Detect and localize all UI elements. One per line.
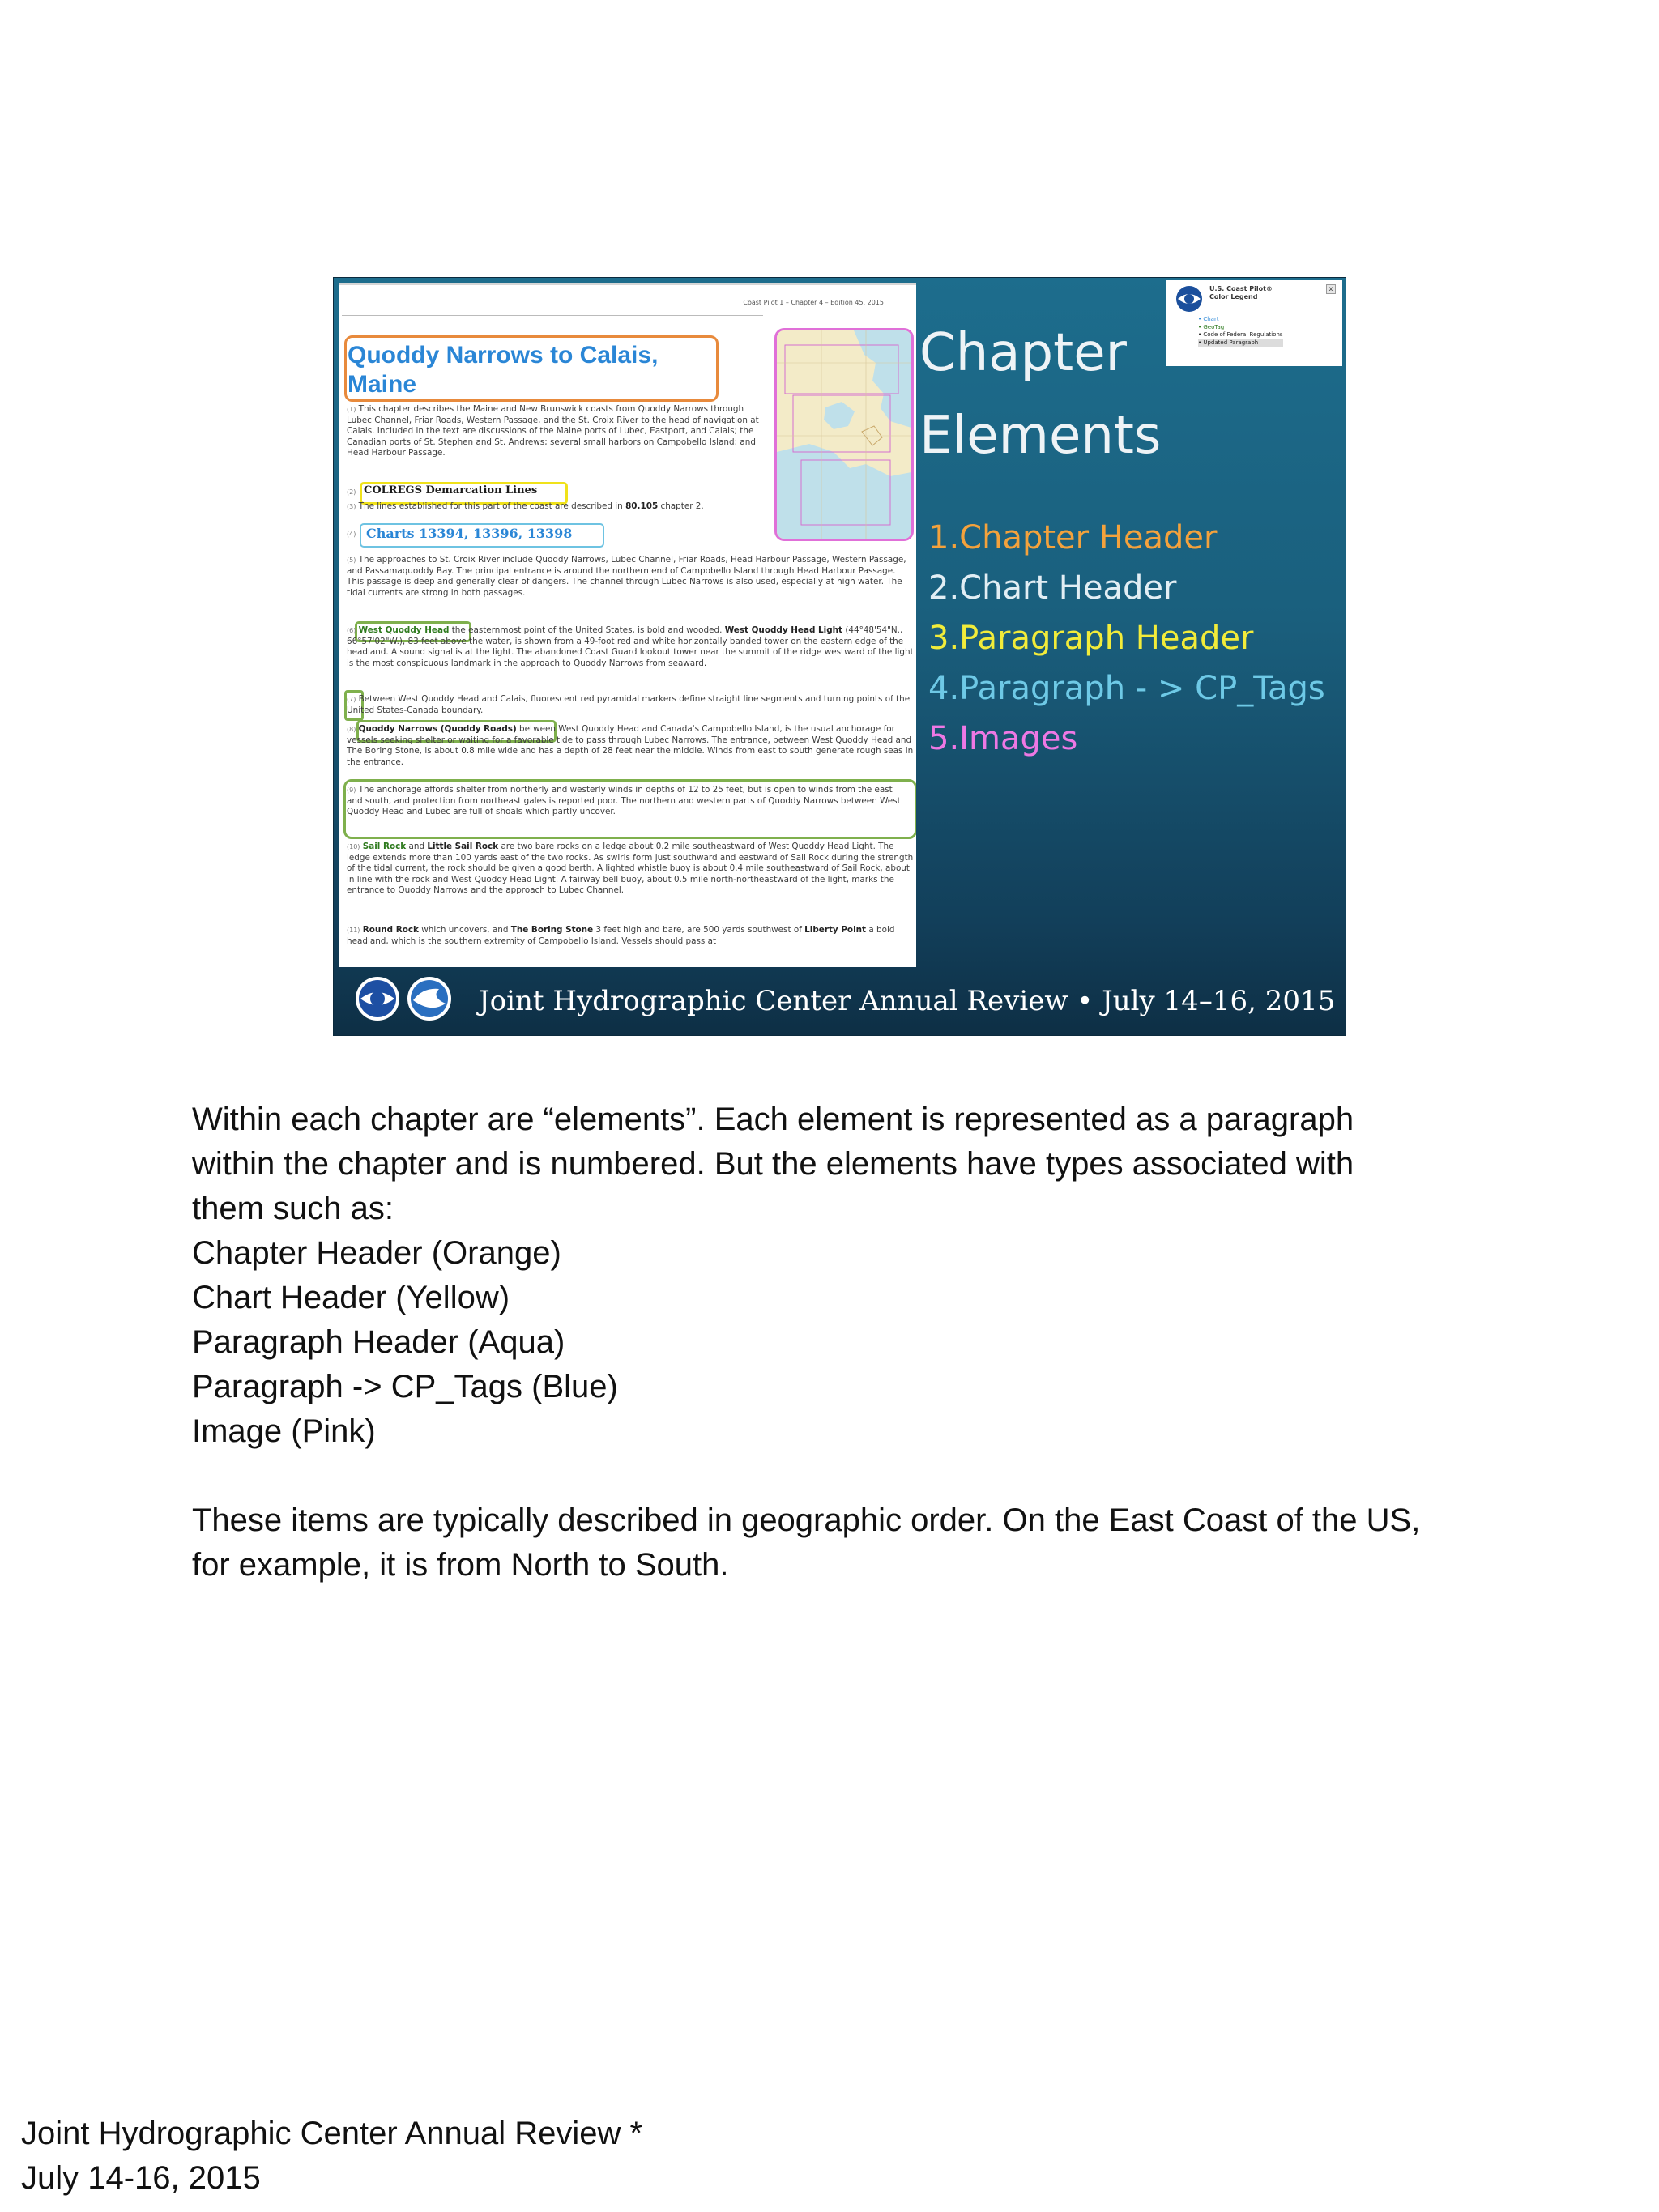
paragraph-7 xyxy=(347,694,914,716)
paragraph-number: (10) xyxy=(347,843,360,850)
legend-title-line: Color Legend xyxy=(1209,293,1258,300)
slide-title-line: Chapter xyxy=(919,323,1127,383)
notes-list-item: Chart Header (Yellow) xyxy=(192,1280,510,1315)
paragraph-text: This chapter describes the Maine and New Brunswick coasts from Quoddy Narrows through Lubec Channel, Friar Roads, Western Passage, and the St. Croix River to the head of navigation at Calais. Included in the text are discussions of the Maine ports of Lubec, Eastport, and Calais; the Canadian ports of St. Stephen and St. Andrews; several small harbors on Campobello Island; and Head Harbour Passage. xyxy=(347,404,759,458)
paragraph-text: are two bare rocks on a ledge about 0.2 mile southeastward of West Quoddy Head Light. The ledge extends more than 100 yards east of the two rocks. As swirls form just southward and eastward of Sail Rock during the strength of the tidal current, the rock should be given a good berth. A lighted whistle buoy is about 0.4 mile southeastward of Sail Rock, about in line with the rock and West Quoddy Head Light. A fairway bell buoy, about 0.5 mile north-northeastward of the light, marks the entrance to Quoddy Narrows and the approach to Lubec Channel. xyxy=(347,842,914,896)
noaa-logo-icon xyxy=(407,976,452,1021)
paragraph-text: a bold headland, which is the southern extremity of Campobello Island. Vessels should pass at xyxy=(347,925,895,946)
element-type-item: 3.Paragraph Header xyxy=(928,620,1254,657)
paragraph-number: (7) xyxy=(347,696,356,703)
paragraph-text: the easternmost point of the United States, is bold and wooded. xyxy=(449,625,725,635)
paragraph-number: (11) xyxy=(347,927,360,934)
geotag-term: West Quoddy Head xyxy=(358,625,450,635)
paragraph-number: (2) xyxy=(347,488,356,496)
paragraph-text: The approaches to St. Croix River include Quoddy Narrows, Lubec Channel, Friar Roads, Head Harbour Passage, Western Passage, and Passamaquoddy Bay. The principal entrance is around the northern end of Campobello Island through Head Harbour Passage. This passage is deep and generally clear of dangers. The channel through Lubec Narrows is also used, especially at high water. The tidal currents are strong in both passages. xyxy=(347,555,906,598)
geotag-term: Liberty Point xyxy=(804,925,867,935)
notes-list-item: Chapter Header (Orange) xyxy=(192,1235,561,1271)
chart-image xyxy=(774,328,914,541)
paragraph-11 xyxy=(347,925,914,947)
element-type-item: 2.Chart Header xyxy=(928,569,1177,607)
page-footer-line: Joint Hydrographic Center Annual Review * xyxy=(21,2116,643,2151)
slide-image xyxy=(334,278,1346,1035)
chapter-title: Quoddy Narrows to Calais, Maine xyxy=(348,342,659,398)
notes-list-item: Paragraph -> CP_Tags (Blue) xyxy=(192,1369,618,1404)
slide-footer: Joint Hydrographic Center Annual Review • July 14–16, 2015 xyxy=(479,985,1336,1017)
paragraph-number: (4) xyxy=(347,531,356,538)
paragraph-text: chapter 2. xyxy=(658,501,704,511)
legend-item: • Updated Paragraph xyxy=(1198,339,1283,347)
geotag-term: The Boring Stone xyxy=(510,925,594,935)
paragraph-text: and xyxy=(406,842,428,851)
geotag-term: Round Rock xyxy=(362,925,419,935)
speaker-notes xyxy=(192,1097,1520,1588)
paragraph-1 xyxy=(347,404,768,459)
page-footer-line: July 14-16, 2015 xyxy=(21,2160,261,2196)
notes-line: within the chapter and is numbered. But the elements have types associated with xyxy=(192,1146,1354,1182)
element-type-item: 1.Chapter Header xyxy=(928,519,1218,556)
paragraph-text: which uncovers, and xyxy=(418,925,511,935)
paragraph-text: The lines established for this part of the coast are described in xyxy=(358,501,626,511)
notes-line: them such as: xyxy=(192,1191,394,1226)
paragraph-number: (5) xyxy=(347,556,356,564)
legend-title xyxy=(1209,285,1273,301)
paragraph-number: (8) xyxy=(347,726,356,733)
coast-pilot-document xyxy=(339,283,916,967)
paragraph-number: (6) xyxy=(347,627,356,634)
legend-title-line: U.S. Coast Pilot® xyxy=(1209,285,1273,292)
slide-title-line: Elements xyxy=(919,406,1162,466)
paragraph-text: 3 feet high and bare, are 500 yards southwest of xyxy=(593,925,805,935)
notes-list-item: Image (Pink) xyxy=(192,1413,376,1449)
notes-line: Within each chapter are “elements”. Each element is represented as a paragraph xyxy=(192,1102,1354,1137)
paragraph-8 xyxy=(347,724,914,768)
paragraph-6 xyxy=(347,625,914,669)
page-footer xyxy=(21,2112,642,2201)
paragraph-5 xyxy=(347,555,914,599)
document-edition-label: Coast Pilot 1 – Chapter 4 – Edition 45, 2015 xyxy=(743,299,884,306)
legend-item: • GeoTag xyxy=(1198,324,1283,332)
paragraph-text: (44°48'54"N., 66°57'02"W.), 83 feet above the water, is shown from a 49-foot red and white horizontally banded tower on the eastern edge of the headland. A sound signal is at the light. The abandoned Coast Guard lookout tower near the summit of the ridge westward of the light is the most conspicuous landmark in the approach to Quoddy Narrows from seaward. xyxy=(347,625,914,668)
paragraph-text: between West Quoddy Head and Canada's Campobello Island, is the usual anchorage for vessels seeking shelter or waiting for a favorable tide to pass through Lubec Narrows. The entrance, between West Quoddy Head and The Boring Stone, is about 0.8 mile wide and has a depth of 28 feet near the middle. Winds from east to south generate rough seas in the entrance. xyxy=(347,724,914,767)
element-type-item: 4.Paragraph - > CP_Tags xyxy=(928,670,1325,707)
geotag-term: West Quoddy Head Light xyxy=(724,625,843,635)
notes-list-item: Paragraph Header (Aqua) xyxy=(192,1324,565,1360)
geotag-term: Quoddy Narrows (Quoddy Roads) xyxy=(358,724,517,734)
legend-item: • Chart xyxy=(1198,316,1283,324)
legend-list xyxy=(1198,316,1283,347)
cfr-reference: 80.105 xyxy=(625,501,659,511)
element-types-list xyxy=(928,513,1325,764)
geotag-term: Little Sail Rock xyxy=(427,842,499,851)
notes-spacer xyxy=(192,1454,1520,1498)
noaa-logo-icon xyxy=(1175,285,1203,313)
paragraph-10 xyxy=(347,842,914,897)
paragraph-3 xyxy=(347,501,768,513)
element-type-item: 5.Images xyxy=(928,720,1078,757)
colregs-header: COLREGS Demarcation Lines xyxy=(364,484,538,497)
paragraph-number: (1) xyxy=(347,406,356,413)
charts-header: Charts 13394, 13396, 13398 xyxy=(366,526,573,541)
geotag-term: Sail Rock xyxy=(362,842,407,851)
close-icon[interactable]: x xyxy=(1326,284,1336,294)
paragraph-9 xyxy=(347,785,906,818)
slide-title xyxy=(919,312,1162,477)
color-legend-panel xyxy=(1166,280,1342,366)
unh-ccom-logo-icon xyxy=(355,976,400,1021)
paragraph-text: The anchorage affords shelter from northerly and westerly winds in depths of 12 to 25 feet, but is open to winds from the east and south, and protection from northeast gales is reported poor. The northern and western parts of Quoddy Narrows between West Quoddy Head and Lubec are full of shoals which partly uncover. xyxy=(347,785,901,817)
legend-item: • Code of Federal Regulations xyxy=(1198,331,1283,339)
paragraph-number: (9) xyxy=(347,786,356,794)
paragraph-number: (3) xyxy=(347,503,356,510)
document-top-border xyxy=(339,283,916,285)
notes-line: These items are typically described in geographic order. On the East Coast of the US, xyxy=(192,1502,1421,1538)
document-header-rule xyxy=(342,315,763,316)
nautical-chart-graphic xyxy=(777,330,911,539)
paragraph-text: Between West Quoddy Head and Calais, fluorescent red pyramidal markers define straight line segments and turning points of the United States-Canada boundary. xyxy=(347,694,911,715)
notes-line: for example, it is from North to South. xyxy=(192,1547,729,1583)
